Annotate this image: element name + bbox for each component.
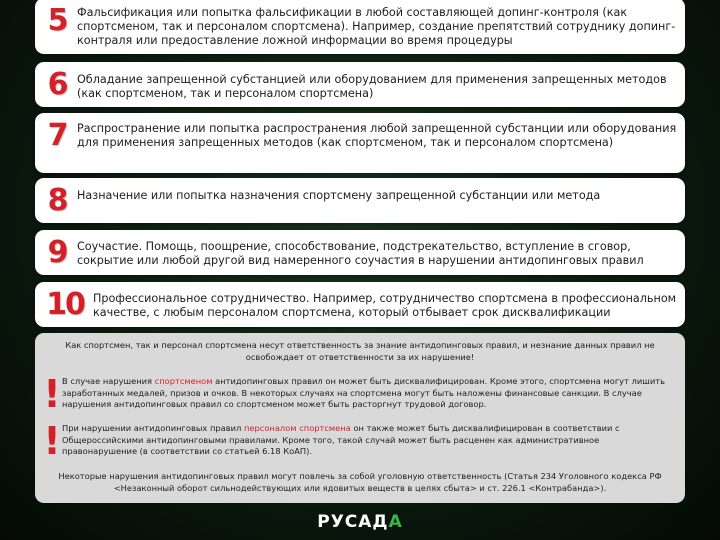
athlete-text-end: антидопинговых правил он может быть дисквалифицирован. Кроме этого, спортсмена могут лишить заработанных медалей, призов и очков. В некоторых случаях на спортсмена могут быть наложены финансовые санкции. В случае нарушения антидопинговых правил со спортсменом может быть расторгнут трудовой договор.	[62, 376, 665, 409]
logo-text: РУСАД	[317, 512, 389, 532]
violation-text: Профессиональное сотрудничество. Например, сотрудничество спортсмена в профессиональном качестве, с любым персоналом спортсмена, который отбывает срок дисквалификации	[93, 292, 677, 319]
athlete-text-start: В случае нарушения	[62, 376, 155, 386]
violation-card-10	[35, 282, 685, 327]
violation-card-5	[35, 0, 685, 54]
staff-sanctions-text	[62, 423, 671, 458]
criminal-liability-text: Некоторые нарушения антидопинговых правил могут повлечь за собой уголовную ответственность (Статья 234 Уголовного кодекса РФ <Незаконный оборот сильнодействующих или ядовитых веществ в целях сбыта> и ст. 226.1 <Контрабанда>).	[58, 471, 662, 493]
exclamation-icon: !	[43, 419, 61, 463]
staff-text-start: При нарушении антидопинговых правил	[62, 423, 244, 433]
violation-text: Обладание запрещенной субстанцией или оборудованием для применения запрещенных методов (как спортсменом, так и персоналом спортсмена)	[77, 73, 667, 100]
violation-text: Фальсификация или попытка фальсификации в любой составляющей допинг-контроля (как спортсменом, так и персоналом спортсмена). Например, создание препятствий сотруднику допинг-контраля или предоставление ложной информации во время процедуры	[77, 6, 676, 47]
violation-card-7	[35, 113, 685, 173]
exclamation-icon: !	[43, 372, 61, 416]
violation-number: 10	[46, 287, 84, 322]
violation-number: 7	[47, 118, 69, 153]
violation-text: Соучастие. Помощь, поощрение, способствование, подстрекательство, вступление в сговор, сокрытие или любой другой вид намеренного соучастия в нарушении антидопинговых правил	[77, 240, 644, 267]
violation-number: 8	[47, 183, 69, 218]
responsibility-intro: Как спортсмен, так и персонал спортсмена несут ответственность за знание антидопинговых правил, и незнание данных правил не освобождает от ответственности за их нарушение!	[65, 340, 655, 362]
violation-text: Распространение или попытка распространения любой запрещенной субстанции или оборудования для применения запрещенных методов (как спортсменом, так и персоналом спортсмена)	[77, 122, 677, 149]
violation-card-6	[35, 62, 685, 107]
violation-number: 5	[47, 3, 69, 38]
violation-number: 9	[47, 235, 69, 270]
rusada-logo	[0, 512, 720, 532]
athlete-highlight: спортсменом	[154, 376, 213, 386]
athlete-sanctions-text	[62, 376, 671, 411]
staff-text-end: он также может быть дисквалифицирован в соответствии с Общероссийскими антидопинговыми правилами. Кроме того, такой случай может быть расценен как административное правонарушение (в соответствии со статьей 6.18 КоАП).	[62, 423, 620, 456]
violation-number: 6	[47, 67, 69, 102]
logo-mark: А	[388, 512, 403, 532]
violation-card-9	[35, 230, 685, 275]
responsibility-panel	[35, 333, 685, 503]
violation-text: Назначение или попытка назначения спортсмену запрещенной субстанции или метода	[77, 189, 601, 202]
violation-card-8	[35, 178, 685, 223]
staff-highlight: персоналом спортсмена	[243, 423, 351, 433]
